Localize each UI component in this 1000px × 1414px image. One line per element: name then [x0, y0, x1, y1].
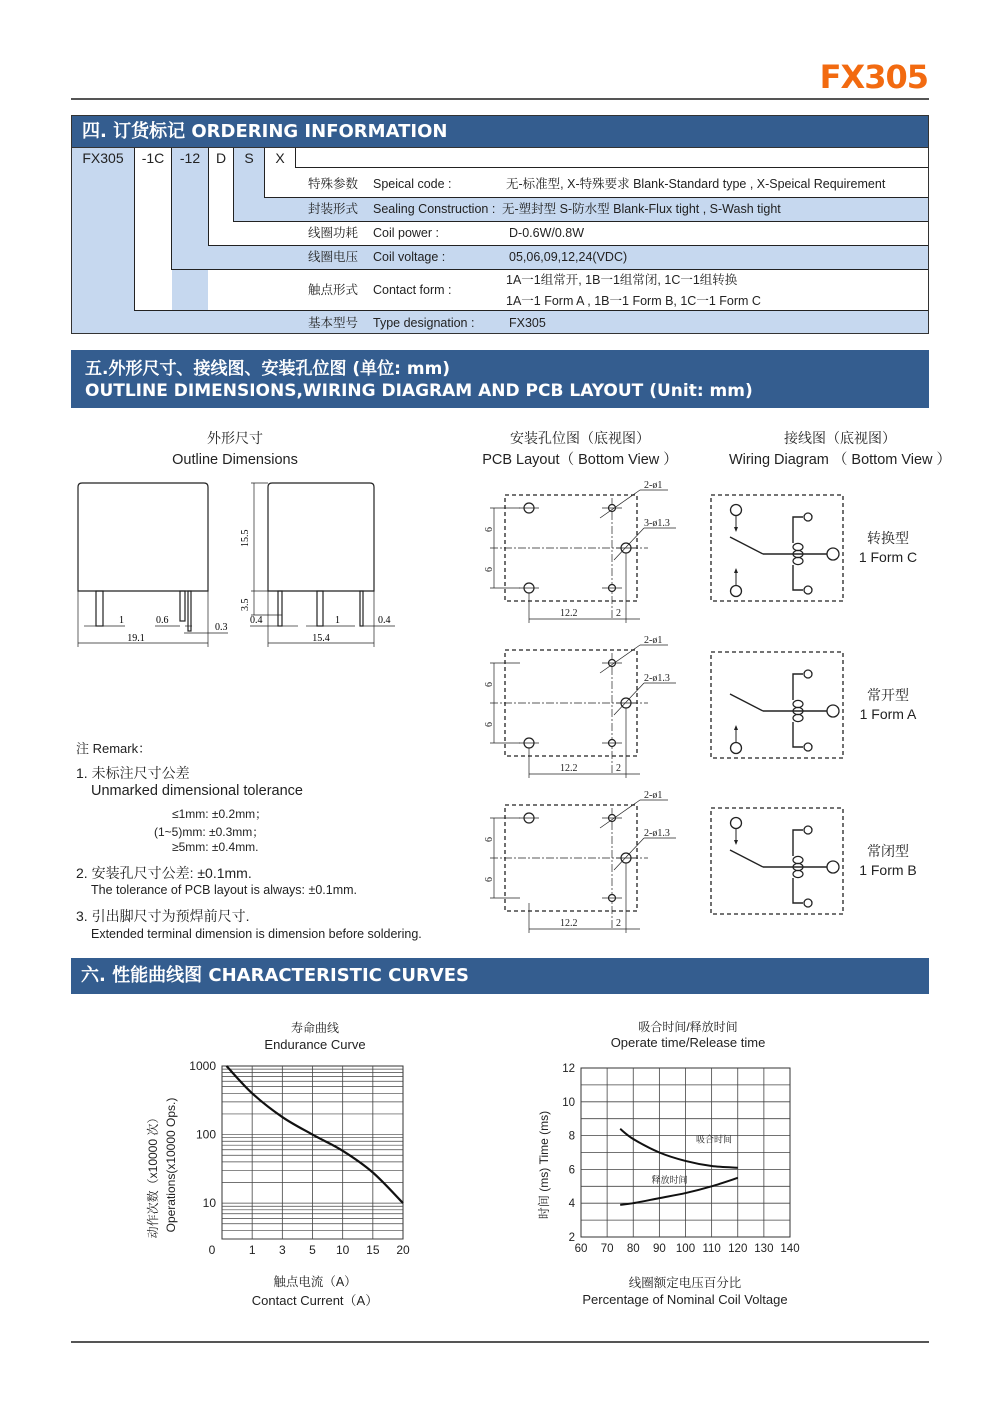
- wiring-caption: 接线图（底视图） Wiring Diagram （ Bottom View ）: [728, 430, 952, 468]
- operate-x-tick: 70: [600, 1243, 614, 1255]
- operate-series-label: 吸合时间: [695, 1134, 732, 1145]
- order-row-coil-voltage: 线圈电压 Coil voltage : 05,06,09,12,24(VDC): [308, 250, 628, 264]
- endurance-x-tick: 20: [396, 1243, 410, 1257]
- bottom-rule: [71, 1341, 929, 1343]
- wiring-type-en: 1 Form A: [859, 706, 917, 722]
- operate-series-label: 释放时间: [651, 1174, 688, 1185]
- endurance-x-tick: 5: [309, 1243, 316, 1257]
- operate-title: 吸合时间/释放时间: [638, 1020, 738, 1034]
- pcb-dim-v2: 6: [484, 567, 495, 572]
- operate-y-tick: 2: [568, 1232, 575, 1244]
- wiring-diagram-2: [711, 808, 917, 914]
- endurance-ylabel: 动作次数（x10000 次）: [146, 1111, 160, 1239]
- pcb-hole-big-label: 2-ø1.3: [644, 828, 670, 839]
- outline-section-header: [71, 350, 929, 408]
- model-title: FX305: [819, 58, 928, 96]
- code-voltage: -12: [179, 150, 201, 166]
- operate-y-tick: 10: [562, 1096, 575, 1109]
- dim-19-1: 19.1: [127, 633, 145, 644]
- endurance-y-tick: 100: [195, 1127, 216, 1142]
- endurance-x-tick: 0: [208, 1243, 216, 1257]
- pcb-hole-big-label: 2-ø1.3: [644, 673, 670, 684]
- pcb-dim-v2: 6: [484, 877, 495, 882]
- pcb-dim-v1: 6: [484, 682, 495, 687]
- wiring-diagram-1: [711, 652, 917, 758]
- pcb-dim-h2: 2: [616, 918, 621, 929]
- code-power: D: [215, 150, 227, 166]
- code-contact: -1C: [141, 150, 165, 166]
- pcb-caption: 安装孔位图（底视图） PCB Layout（ Bottom View ）: [482, 430, 678, 468]
- operate-y-tick: 8: [568, 1130, 575, 1143]
- endurance-ylabel2: Operations(x10000 Ops.): [164, 1097, 178, 1233]
- pcb-layout-0: [484, 480, 676, 623]
- pcb-dim-v1: 6: [484, 837, 495, 842]
- curves-section-header: 六. 性能曲线图 CHARACTERISTIC CURVES: [71, 958, 929, 994]
- pcb-dim-h1: 12.2: [560, 608, 578, 619]
- endurance-xlabel2: Contact Current（A）: [251, 1293, 379, 1308]
- endurance-x-tick: 1: [248, 1243, 256, 1257]
- endurance-subtitle: Endurance Curve: [264, 1037, 366, 1052]
- wiring-diagrams: [705, 490, 945, 920]
- dim-1-side: 1: [335, 615, 340, 626]
- pcb-layouts: [480, 478, 690, 940]
- order-row-contact-form: 触点形式 Contact form : 1A一1组常开, 1B一1组常闭, 1C一1组转换 1A一1 Form A , 1B一1 Form B, 1C一1 Form C: [308, 273, 761, 308]
- operate-x-tick: 120: [728, 1243, 748, 1255]
- endurance-chart: [140, 1015, 440, 1315]
- pcb-dim-h1: 12.2: [560, 918, 578, 929]
- operate-x-tick: 60: [574, 1243, 588, 1255]
- order-row-special: 特殊参数 Speical code : 无-标准型, X-特殊要求 Blank-Standard type , X-Speical Requirement: [308, 177, 886, 191]
- order-row-type: 基本型号 Type designation : FX305: [308, 316, 546, 330]
- wiring-diagram-0: [711, 495, 917, 601]
- operate-xlabel2: Percentage of Nominal Coil Voltage: [582, 1292, 788, 1307]
- operate-subtitle: Operate time/Release time: [610, 1035, 766, 1050]
- wiring-type-cn: 常开型: [867, 687, 909, 703]
- dim-0-4a: 0.4: [250, 615, 263, 626]
- operate-x-tick: 90: [652, 1243, 666, 1255]
- dim-0-6: 0.6: [156, 615, 169, 626]
- operate-time-chart: [530, 1015, 820, 1315]
- dim-15-5: 15.5: [240, 529, 251, 547]
- order-row-sealing: 封装形式 Sealing Construction : 无-塑封型 S-防水型 Blank-Flux tight , S-Wash tight: [308, 202, 781, 216]
- pcb-hole-small-label: 2-ø1: [644, 635, 663, 646]
- dim-1: 1: [119, 615, 124, 626]
- endurance-x-tick: 10: [335, 1243, 350, 1257]
- dim-3-5: 3.5: [240, 598, 251, 611]
- dim-0-3: 0.3: [215, 622, 228, 633]
- top-rule: [71, 98, 929, 100]
- endurance-x-tick: 15: [366, 1243, 380, 1257]
- code-sealing: S: [244, 150, 254, 166]
- pcb-dim-h2: 2: [616, 763, 621, 774]
- pcb-layout-1: [484, 635, 676, 778]
- pcb-dim-h1: 12.2: [560, 763, 578, 774]
- dims-caption: 外形尺寸 Outline Dimensions: [172, 430, 298, 468]
- outline-title-en: OUTLINE DIMENSIONS,WIRING DIAGRAM AND PCB LAYOUT (Unit: mm): [85, 381, 753, 401]
- operate-x-tick: 110: [702, 1243, 721, 1255]
- wiring-type-en: 1 Form B: [859, 862, 917, 878]
- pcb-dim-h2: 2: [616, 608, 621, 619]
- pcb-hole-small-label: 2-ø1: [644, 790, 663, 801]
- operate-x-tick: 100: [675, 1243, 696, 1255]
- pcb-hole-big-label: 3-ø1.3: [644, 518, 670, 529]
- ordering-table: [71, 147, 929, 334]
- endurance-y-tick: 1000: [189, 1059, 216, 1073]
- pcb-dim-v2: 6: [484, 722, 495, 727]
- pcb-layout-2: [484, 790, 676, 933]
- code-base: FX305: [82, 150, 124, 166]
- endurance-xlabel: 触点电流（A）: [273, 1275, 357, 1289]
- dim-0-4b: 0.4: [378, 615, 391, 626]
- ordering-section-header: 四. 订货标记 ORDERING INFORMATION: [71, 115, 929, 147]
- operate-y-tick: 6: [568, 1164, 575, 1177]
- dim-15-4: 15.4: [312, 633, 330, 644]
- operate-x-tick: 140: [780, 1243, 800, 1255]
- wiring-type-en: 1 Form C: [858, 549, 918, 565]
- outline-dimensions-drawing: [70, 475, 410, 655]
- operate-ylabel: 时间 (ms) Time (ms): [537, 1110, 551, 1220]
- order-row-coil-power: 线圈功耗 Coil power : D-0.6W/0.8W: [308, 226, 585, 240]
- endurance-title: 寿命曲线: [290, 1021, 340, 1035]
- endurance-y-tick: 10: [202, 1196, 216, 1211]
- operate-x-tick: 80: [626, 1243, 640, 1255]
- endurance-x-tick: 3: [278, 1243, 286, 1257]
- operate-y-tick: 4: [568, 1198, 575, 1211]
- wiring-type-cn: 转换型: [867, 530, 909, 546]
- pcb-dim-v1: 6: [484, 527, 495, 532]
- pcb-hole-small-label: 2-ø1: [644, 480, 663, 491]
- operate-y-tick: 12: [562, 1063, 575, 1075]
- operate-xlabel: 线圈额定电压百分比: [628, 1276, 742, 1290]
- code-special: X: [275, 150, 285, 166]
- wiring-type-cn: 常闭型: [867, 843, 909, 859]
- outline-title-cn: 五.外形尺寸、接线图、安装孔位图 (单位: mm): [85, 359, 451, 379]
- operate-x-tick: 130: [754, 1243, 774, 1255]
